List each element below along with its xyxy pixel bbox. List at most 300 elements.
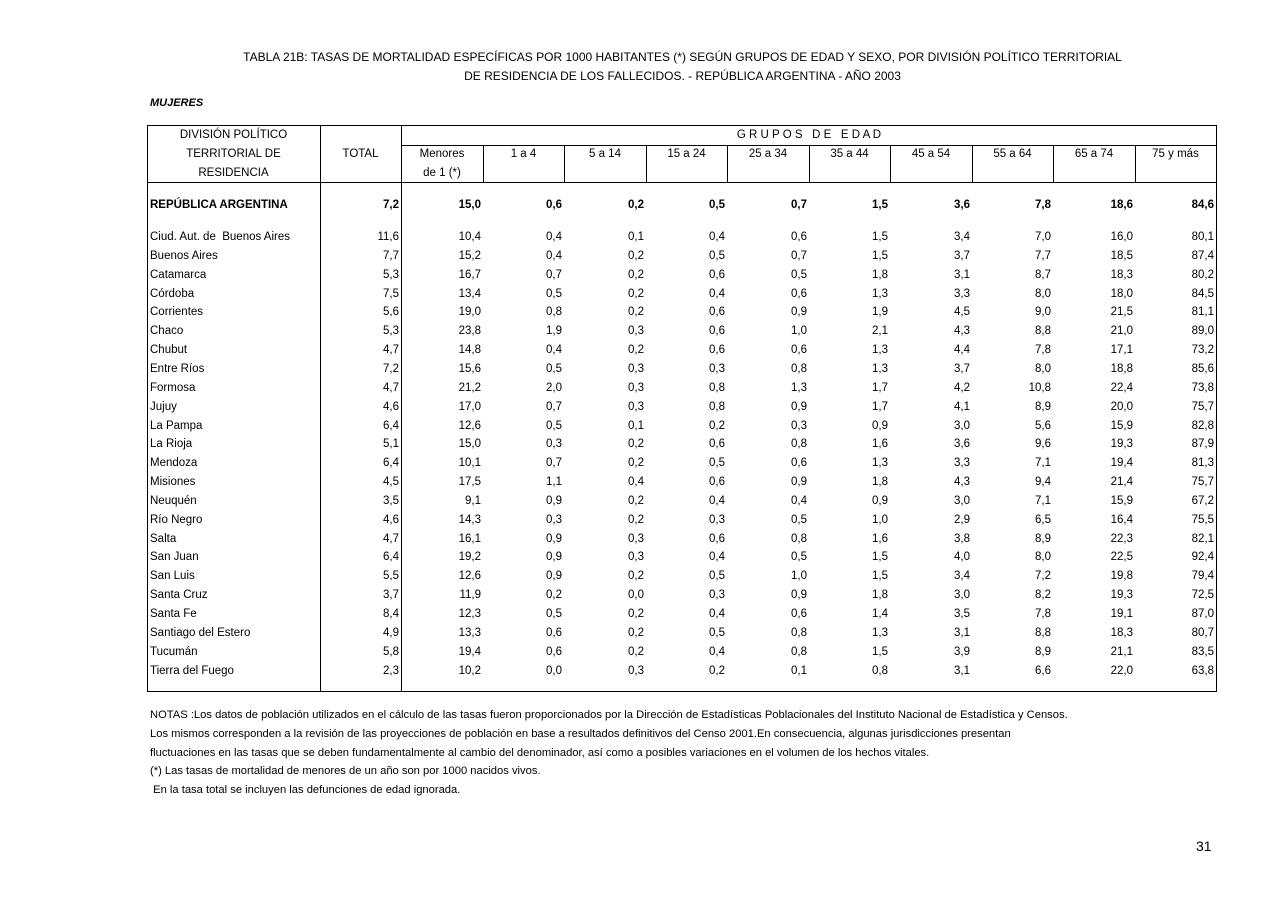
row-name: Chaco: [150, 325, 184, 337]
table-cell: 1,6: [872, 438, 888, 450]
national-value: 1,5: [872, 199, 888, 211]
table-cell: 18,8: [1110, 363, 1133, 375]
table-cell: 4,9: [383, 627, 399, 639]
row-name: Tucumán: [150, 646, 198, 658]
note-line: En la tasa total se incluyen las defunciones de edad ignorada.: [150, 784, 461, 797]
table-cell: 0,3: [709, 514, 725, 526]
table-cell: 6,4: [383, 457, 399, 469]
table-cell: 1,7: [872, 382, 888, 394]
header-age-group: 45 a 54: [911, 148, 951, 160]
table-cell: 0,4: [709, 551, 725, 563]
table-cell: 1,3: [872, 363, 888, 375]
table-cell: 0,8: [791, 646, 807, 658]
table-cell: 1,8: [872, 269, 888, 281]
national-value: 15,0: [458, 199, 481, 211]
table-cell: 0,1: [628, 420, 644, 432]
table-cell: 0,3: [546, 438, 562, 450]
table-cell: 1,5: [872, 570, 888, 582]
table-cell: 85,6: [1191, 363, 1214, 375]
table-cell: 19,3: [1110, 438, 1133, 450]
table-cell: 0,4: [546, 231, 562, 243]
table-cell: 16,7: [458, 269, 481, 281]
table-cell: 19,1: [1110, 608, 1133, 620]
table-cell: 0,2: [628, 570, 644, 582]
table-cell: 0,4: [709, 231, 725, 243]
row-name: Chubut: [150, 344, 188, 356]
table-cell: 1,5: [872, 231, 888, 243]
table-cell: 75,7: [1191, 401, 1214, 413]
table-cell: 0,8: [709, 382, 725, 394]
table-cell: 6,4: [383, 551, 399, 563]
header-age-group: 35 a 44: [830, 148, 869, 160]
row-name: Corrientes: [150, 306, 204, 318]
table-cell: 0,6: [546, 646, 562, 658]
table-cell: 4,3: [954, 325, 970, 337]
row-name: Tierra del Fuego: [150, 665, 234, 677]
table-cell: 0,6: [791, 288, 807, 300]
table-cell: 8,9: [1035, 646, 1051, 658]
table-cell: 0,9: [546, 495, 562, 507]
row-name: Córdoba: [150, 288, 195, 300]
table-cell: 6,5: [1035, 514, 1051, 526]
table-cell: 4,6: [383, 514, 399, 526]
table-cell: 4,1: [954, 401, 970, 413]
table-cell: 0,5: [546, 420, 562, 432]
table-cell: 8,8: [1035, 627, 1051, 639]
table-cell: 0,3: [628, 665, 644, 677]
table-cell: 0,6: [709, 269, 725, 281]
table-cell: 12,6: [458, 570, 481, 582]
table-cell: 7,2: [1035, 570, 1051, 582]
table-cell: 0,9: [791, 306, 807, 318]
row-name: Santa Cruz: [150, 589, 208, 601]
table-cell: 5,6: [1035, 420, 1051, 432]
table-cell: 11,9: [459, 589, 481, 601]
table-cell: 0,3: [628, 363, 644, 375]
table-cell: 8,9: [1035, 401, 1051, 413]
table-cell: 0,5: [791, 551, 807, 563]
row-name-national: REPÚBLICA ARGENTINA: [150, 199, 288, 211]
table-cell: 1,3: [872, 288, 888, 300]
row-name: San Luis: [150, 570, 195, 582]
table-cell: 0,2: [628, 495, 644, 507]
table-cell: 3,3: [954, 457, 970, 469]
table-cell: 3,8: [954, 533, 970, 545]
row-name: Santa Fe: [150, 608, 197, 620]
header-age-group: 15 a 24: [667, 148, 706, 160]
table-cell: 8,0: [1035, 288, 1051, 300]
national-value: 7,8: [1035, 199, 1051, 211]
table-cell: 1,8: [872, 589, 888, 601]
table-cell: 16,1: [458, 533, 481, 545]
table-cell: 3,6: [954, 438, 970, 450]
table-cell: 0,3: [628, 382, 644, 394]
header-age-group: 65 a 74: [1074, 148, 1114, 160]
table-cell: 1,5: [872, 646, 888, 658]
table-cell: 3,7: [954, 250, 970, 262]
table-cell: 17,1: [1110, 344, 1133, 356]
table-cell: 22,3: [1110, 533, 1133, 545]
table-cell: 3,0: [954, 420, 970, 432]
table-cell: 3,9: [954, 646, 970, 658]
table-cell: 0,2: [628, 438, 644, 450]
table-cell: 8,0: [1035, 551, 1051, 563]
table-cell: 19,8: [1110, 570, 1133, 582]
table-cell: 3,1: [954, 665, 970, 677]
table-cell: 0,5: [709, 627, 725, 639]
table-cell: 0,8: [791, 533, 807, 545]
table-cell: 7,8: [1035, 344, 1051, 356]
table-cell: 0,4: [546, 250, 562, 262]
table-cell: 19,4: [1110, 457, 1133, 469]
table-cell: 73,2: [1191, 344, 1214, 356]
table-cell: 4,7: [383, 344, 399, 356]
table-cell: 0,6: [791, 231, 807, 243]
table-cell: 7,1: [1035, 457, 1051, 469]
row-name: Misiones: [150, 476, 196, 488]
table-cell: 0,6: [709, 533, 725, 545]
table-cell: 92,4: [1191, 551, 1214, 563]
row-name: Río Negro: [150, 514, 203, 526]
table-cell: 7,5: [383, 288, 399, 300]
table-cell: 15,2: [458, 250, 481, 262]
header-age-group: 55 a 64: [993, 148, 1032, 160]
table-cell: 4,0: [954, 551, 970, 563]
table-cell: 0,9: [546, 551, 562, 563]
row-name: San Juan: [150, 551, 199, 563]
table-cell: 0,2: [628, 250, 644, 262]
national-value: 0,5: [709, 199, 725, 211]
table-cell: 80,2: [1191, 269, 1214, 281]
row-name: Catamarca: [150, 269, 207, 281]
table-cell: 0,6: [709, 476, 725, 488]
table-cell: 81,1: [1191, 306, 1214, 318]
table-cell: 4,7: [383, 382, 399, 394]
table-cell: 5,6: [383, 306, 399, 318]
table-cell: 17,0: [458, 401, 481, 413]
table-cell: 16,0: [1110, 231, 1133, 243]
table-cell: 0,7: [546, 401, 562, 413]
table-cell: 7,7: [1035, 250, 1051, 262]
table-cell: 4,5: [954, 306, 970, 318]
table-cell: 0,8: [546, 306, 562, 318]
table-cell: 0,5: [546, 288, 562, 300]
table-cell: 0,9: [546, 533, 562, 545]
table-cell: 10,8: [1028, 382, 1051, 394]
table-cell: 20,0: [1110, 401, 1133, 413]
table-cell: 4,2: [954, 382, 970, 394]
table-cell: 0,5: [709, 250, 725, 262]
table-cell: 80,7: [1191, 627, 1214, 639]
table-cell: 22,0: [1110, 665, 1133, 677]
table-cell: 1,3: [791, 382, 807, 394]
table-cell: 0,1: [791, 665, 807, 677]
table-cell: 0,2: [628, 306, 644, 318]
national-value: 0,2: [628, 199, 644, 211]
table-cell: 0,2: [628, 288, 644, 300]
table-cell: 6,4: [383, 420, 399, 432]
header-division-line: RESIDENCIA: [198, 167, 269, 179]
table-cell: 89,0: [1191, 325, 1214, 337]
table-cell: 0,6: [709, 344, 725, 356]
header-division-line: DIVISIÓN POLÍTICO: [179, 129, 288, 141]
table-cell: 0,8: [872, 665, 888, 677]
table-cell: 0,6: [791, 344, 807, 356]
row-name: Neuquén: [150, 495, 197, 507]
table-cell: 0,2: [628, 608, 644, 620]
table-cell: 18,3: [1110, 269, 1133, 281]
table-cell: 1,5: [872, 551, 888, 563]
table-cell: 7,1: [1035, 495, 1051, 507]
table-cell: 1,1: [546, 476, 562, 488]
table-cell: 11,6: [377, 231, 399, 243]
row-name: Buenos Aires: [150, 250, 218, 262]
table-cell: 15,9: [1110, 495, 1133, 507]
table-cell: 18,0: [1110, 288, 1133, 300]
note-line: fluctuaciones en las tasas que se deben fundamentalmente al cambio del denominador, así como a posibles variaciones en el volumen de los hechos vitales.: [150, 746, 930, 759]
row-name: Santiago del Estero: [150, 627, 251, 639]
note-line: NOTAS :Los datos de población utilizados en el cálculo de las tasas fueron proporcionados por la Dirección de Estadísticas Poblacionales del Instituto Nacional de Estadística y Censos.: [150, 709, 1068, 721]
table-cell: 7,7: [383, 250, 399, 262]
table-cell: 0,3: [628, 533, 644, 545]
table-cell: 82,1: [1191, 533, 1214, 545]
header-grupos-de-edad: G R U P O S D E E D A D: [736, 129, 882, 141]
table-cell: 8,8: [1035, 325, 1051, 337]
header-menores: de 1 (*): [423, 167, 461, 179]
table-cell: 0,4: [709, 288, 725, 300]
table-cell: 0,3: [709, 363, 725, 375]
table-cell: 9,0: [1035, 306, 1051, 318]
table-cell: 0,7: [546, 457, 562, 469]
table-cell: 14,3: [458, 514, 481, 526]
table-cell: 21,4: [1110, 476, 1133, 488]
table-cell: 1,3: [872, 627, 888, 639]
header-age-group: 1 a 4: [510, 148, 537, 160]
row-name: Salta: [150, 533, 177, 545]
table-cell: 14,8: [458, 344, 481, 356]
table-cell: 0,2: [628, 627, 644, 639]
table-cell: 0,5: [546, 608, 562, 620]
table-cell: 63,8: [1191, 665, 1214, 677]
table-cell: 2,1: [872, 325, 888, 337]
table-cell: 3,5: [954, 608, 970, 620]
row-name: Entre Ríos: [150, 363, 205, 375]
table-cell: 0,2: [546, 589, 562, 601]
table-cell: 4,6: [383, 401, 399, 413]
table-cell: 0,5: [709, 457, 725, 469]
table-title-line2: DE RESIDENCIA DE LOS FALLECIDOS. - REPÚBLICA ARGENTINA - AÑO 2003: [464, 69, 901, 83]
table-cell: 12,3: [458, 608, 481, 620]
table-cell: 19,0: [458, 306, 481, 318]
note-line: Los mismos corresponden a la revisión de las proyecciones de población en base a resultados definitivos del Censo 2001.En consecuencia, algunas jurisdicciones presentan: [150, 727, 1011, 740]
table-cell: 5,1: [383, 438, 399, 450]
table-cell: 0,2: [709, 420, 725, 432]
table-cell: 0,7: [791, 250, 807, 262]
table-cell: 15,6: [458, 363, 481, 375]
table-cell: 67,2: [1191, 495, 1214, 507]
table-cell: 0,6: [709, 325, 725, 337]
table-cell: 18,3: [1110, 627, 1133, 639]
table-cell: 0,6: [791, 457, 807, 469]
table-cell: 0,5: [709, 570, 725, 582]
table-cell: 0,1: [628, 231, 644, 243]
table-cell: 4,7: [383, 533, 399, 545]
table-cell: 0,9: [791, 401, 807, 413]
table-cell: 3,4: [954, 231, 970, 243]
table-cell: 3,0: [954, 495, 970, 507]
table-cell: 13,3: [458, 627, 481, 639]
table-subtitle: MUJERES: [150, 97, 204, 109]
table-cell: 0,2: [709, 665, 725, 677]
national-value: 7,2: [383, 199, 399, 211]
row-name: La Pampa: [150, 420, 203, 432]
table-cell: 3,5: [383, 495, 399, 507]
table-cell: 0,8: [791, 363, 807, 375]
table-cell: 0,4: [709, 608, 725, 620]
table-cell: 23,8: [458, 325, 481, 337]
table-cell: 3,4: [954, 570, 970, 582]
table-cell: 8,2: [1035, 589, 1051, 601]
header-age-group: 75 y más: [1152, 148, 1199, 160]
table-cell: 1,5: [872, 250, 888, 262]
table-cell: 0,2: [628, 514, 644, 526]
table-cell: 8,0: [1035, 363, 1051, 375]
table-cell: 3,7: [954, 363, 970, 375]
table-cell: 0,9: [872, 420, 888, 432]
table-cell: 0,6: [709, 438, 725, 450]
table-cell: 0,0: [628, 589, 644, 601]
table-cell: 19,2: [458, 551, 481, 563]
table-cell: 87,4: [1191, 250, 1214, 262]
table-cell: 84,5: [1191, 288, 1214, 300]
national-value: 0,7: [791, 199, 807, 211]
row-name: La Rioja: [150, 438, 193, 450]
table-cell: 13,4: [458, 288, 481, 300]
row-name: Ciud. Aut. de Buenos Aires: [150, 231, 291, 243]
header-age-group: 25 a 34: [748, 148, 788, 160]
table-title-line1: TABLA 21B: TASAS DE MORTALIDAD ESPECÍFICAS POR 1000 HABITANTES (*) SEGÚN GRUPOS DE EDAD Y SEXO, POR DIVISIÓN POLÍTICO TERRITORIAL: [243, 50, 1122, 64]
table-cell: 7,8: [1035, 608, 1051, 620]
table-cell: 75,7: [1191, 476, 1214, 488]
table-cell: 0,2: [628, 457, 644, 469]
table-cell: 0,2: [628, 344, 644, 356]
notes: [150, 706, 1068, 800]
table-cell: 75,5: [1191, 514, 1214, 526]
table-cell: 4,4: [954, 344, 970, 356]
table-cell: 87,0: [1191, 608, 1214, 620]
table-cell: 0,9: [791, 589, 807, 601]
table-cell: 5,3: [383, 325, 399, 337]
table-cell: 1,3: [872, 457, 888, 469]
table-cell: 17,5: [458, 476, 481, 488]
table-cell: 0,4: [628, 476, 644, 488]
table-cell: 7,2: [383, 363, 399, 375]
row-name: Mendoza: [150, 457, 198, 469]
table-cell: 0,3: [546, 514, 562, 526]
page-number: 31: [1196, 838, 1212, 854]
table-cell: 0,3: [791, 420, 807, 432]
national-value: 18,6: [1110, 199, 1133, 211]
table-cell: 1,9: [872, 306, 888, 318]
table-cell: 15,9: [1110, 420, 1133, 432]
national-value: 3,6: [954, 199, 970, 211]
table-cell: 2,0: [546, 382, 562, 394]
table-cell: 0,5: [791, 514, 807, 526]
table-cell: 0,6: [546, 627, 562, 639]
table-cell: 21,5: [1110, 306, 1133, 318]
table-cell: 16,4: [1110, 514, 1133, 526]
table-cell: 0,7: [546, 269, 562, 281]
table-cell: 2,9: [954, 514, 970, 526]
table-cell: 80,1: [1191, 231, 1214, 243]
header-age-group: 5 a 14: [589, 148, 621, 160]
table-cell: 9,6: [1035, 438, 1051, 450]
table-cell: 3,3: [954, 288, 970, 300]
table-cell: 87,9: [1191, 438, 1214, 450]
table-cell: 5,3: [383, 269, 399, 281]
table-cell: 2,3: [383, 665, 399, 677]
row-name: Formosa: [150, 382, 196, 394]
table-cell: 6,6: [1035, 665, 1051, 677]
table-cell: 0,2: [628, 646, 644, 658]
table-cell: 82,8: [1191, 420, 1214, 432]
table-cell: 72,5: [1191, 589, 1214, 601]
table-cell: 1,0: [791, 325, 807, 337]
table-cell: 8,9: [1035, 533, 1051, 545]
table-cell: 1,3: [872, 344, 888, 356]
table-cell: 10,4: [458, 231, 481, 243]
table-cell: 0,2: [628, 269, 644, 281]
table-cell: 21,2: [458, 382, 481, 394]
table-cell: 79,4: [1191, 570, 1214, 582]
table-cell: 12,6: [458, 420, 481, 432]
table-cell: 19,4: [458, 646, 481, 658]
table-cell: 0,8: [791, 438, 807, 450]
national-value: 0,6: [546, 199, 562, 211]
header-division-line: TERRITORIAL DE: [186, 148, 281, 160]
table-cell: 0,4: [791, 495, 807, 507]
table-cell: 3,1: [954, 269, 970, 281]
table-cell: 1,4: [872, 608, 888, 620]
table-cell: 22,5: [1110, 551, 1133, 563]
table-cell: 3,1: [954, 627, 970, 639]
table-cell: 81,3: [1191, 457, 1214, 469]
table-cell: 1,0: [791, 570, 807, 582]
table-cell: 1,8: [872, 476, 888, 488]
table-cell: 0,4: [709, 495, 725, 507]
table-cell: 0,3: [628, 325, 644, 337]
table-cell: 0,6: [791, 608, 807, 620]
table-cell: 0,3: [628, 551, 644, 563]
table-cell: 4,3: [954, 476, 970, 488]
table-cell: 21,0: [1110, 325, 1133, 337]
table-cell: 9,1: [465, 495, 481, 507]
header-total: TOTAL: [342, 148, 379, 160]
table-cell: 0,5: [791, 269, 807, 281]
table-cell: 83,5: [1191, 646, 1214, 658]
table-cell: 0,0: [546, 665, 562, 677]
table-cell: 5,5: [383, 570, 399, 582]
table-cell: 0,8: [791, 627, 807, 639]
table-cell: 9,4: [1035, 476, 1051, 488]
table-cell: 1,6: [872, 533, 888, 545]
table-cell: 8,4: [383, 608, 399, 620]
table-cell: 0,9: [791, 476, 807, 488]
row-name: Jujuy: [150, 401, 177, 413]
table-cell: 22,4: [1110, 382, 1133, 394]
table-cell: 7,0: [1035, 231, 1051, 243]
table-cell: 19,3: [1110, 589, 1133, 601]
